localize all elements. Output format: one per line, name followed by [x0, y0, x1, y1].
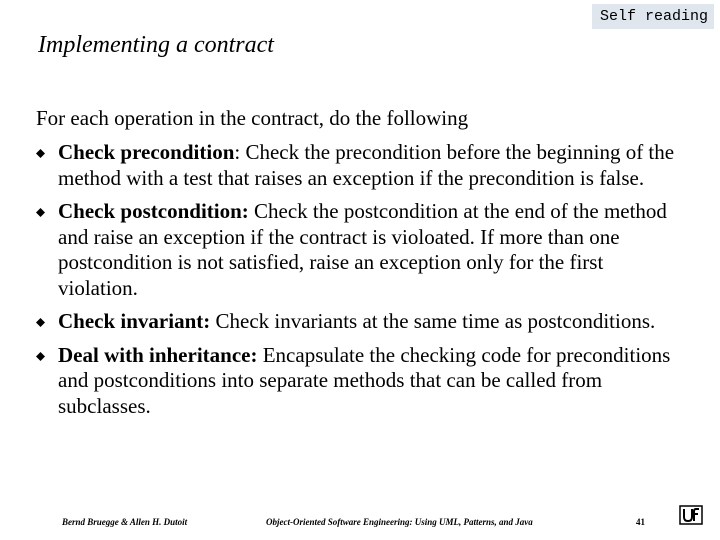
bullet-term: Check postcondition:	[58, 199, 249, 223]
diamond-bullet-icon	[36, 199, 45, 217]
bullet-text: Encapsulate the checking code for preconditions and postconditions into separate methods that can be called from subclasses.	[58, 342, 671, 418]
bullet-term: Check precondition	[58, 140, 235, 164]
diamond-bullet-icon	[36, 309, 45, 327]
diamond-bullet-icon	[36, 343, 45, 361]
intro-text: For each operation in the contract, do the following	[36, 106, 469, 130]
bullet-term: Check invariant:	[58, 309, 211, 333]
self-reading-badge: Self reading	[592, 4, 714, 29]
bullet-text: : Check the precondition before the beginning of the method with a test that raises an exception if the precondition is false.	[58, 140, 675, 190]
bullet-item-invariant	[36, 309, 686, 335]
university-logo-icon	[679, 505, 703, 525]
footer-authors: Bernd Bruegge & Allen H. Dutoit	[62, 517, 188, 527]
bullet-item-precondition	[36, 140, 686, 191]
diamond-bullet-icon	[36, 140, 45, 158]
bullet-term: Deal with inheritance:	[58, 342, 258, 367]
slide-title: Implementing a contract	[38, 32, 274, 58]
bullet-item-inheritance	[36, 343, 686, 420]
footer-book-title: Object-Oriented Software Engineering: Using UML, Patterns, and Java	[266, 517, 533, 527]
bullet-text: Check the postcondition at the end of the method and raise an exception if the contract is violoated. If more than one postcondition is not satisfied, raise an exception only for the first violation.	[58, 199, 667, 300]
footer-page-number: 41	[636, 517, 645, 527]
bullet-text: Check invariants at the same time as postconditions.	[210, 309, 656, 333]
bullet-list	[36, 140, 686, 427]
bullet-item-postcondition	[36, 199, 686, 301]
